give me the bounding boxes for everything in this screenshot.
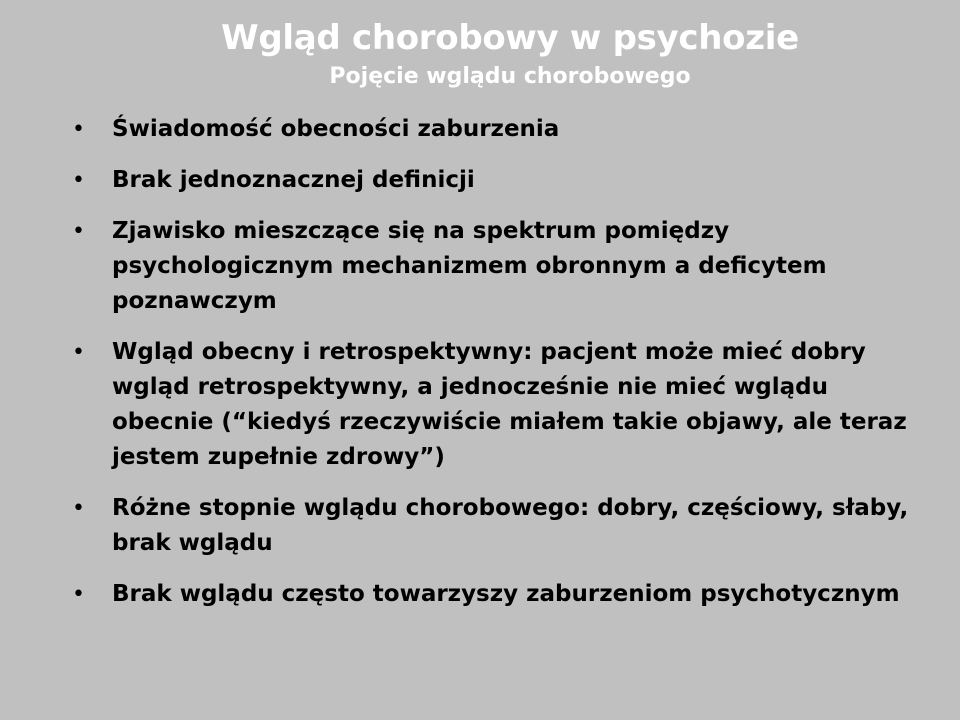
- bullet-text: Świadomość obecności zaburzenia: [112, 116, 560, 142]
- slide-title: Wgląd chorobowy w psychozie: [221, 18, 799, 58]
- bullet-text: Zjawisko mieszczące się na spektrum pomiędzy psychologicznym mechanizmem obronnym a deficytem poznawczym: [112, 218, 827, 314]
- bullet-icon: •: [72, 168, 85, 193]
- bullet-text: Brak jednoznacznej definicji: [112, 167, 475, 193]
- bullet-text: Wgląd obecny i retrospektywny: pacjent może mieć dobry wgląd retrospektywny, a jednocześnie nie mieć wglądu obecnie (“kiedyś rzeczywiście miałem takie objawy, ale teraz jestem zupełnie zdrowy”): [112, 339, 907, 470]
- bullet-icon: •: [72, 340, 85, 365]
- bullet-item: [72, 163, 932, 198]
- bullet-text: Różne stopnie wglądu chorobowego: dobry, częściowy, słaby, brak wglądu: [112, 495, 909, 556]
- bullet-icon: •: [72, 219, 85, 244]
- bullet-list: [72, 112, 932, 628]
- bullet-icon: •: [72, 582, 85, 607]
- bullet-text: Brak wglądu często towarzyszy zaburzeniom psychotycznym: [112, 581, 900, 607]
- bullet-icon: •: [72, 496, 85, 521]
- bullet-item: [72, 491, 932, 561]
- bullet-icon: •: [72, 117, 85, 142]
- bullet-item: [72, 112, 932, 147]
- bullet-item: [72, 577, 932, 612]
- bullet-item: [72, 335, 932, 475]
- bullet-item: [72, 214, 932, 319]
- title-block: [160, 16, 860, 92]
- slide-subtitle: Pojęcie wglądu chorobowego: [329, 64, 691, 89]
